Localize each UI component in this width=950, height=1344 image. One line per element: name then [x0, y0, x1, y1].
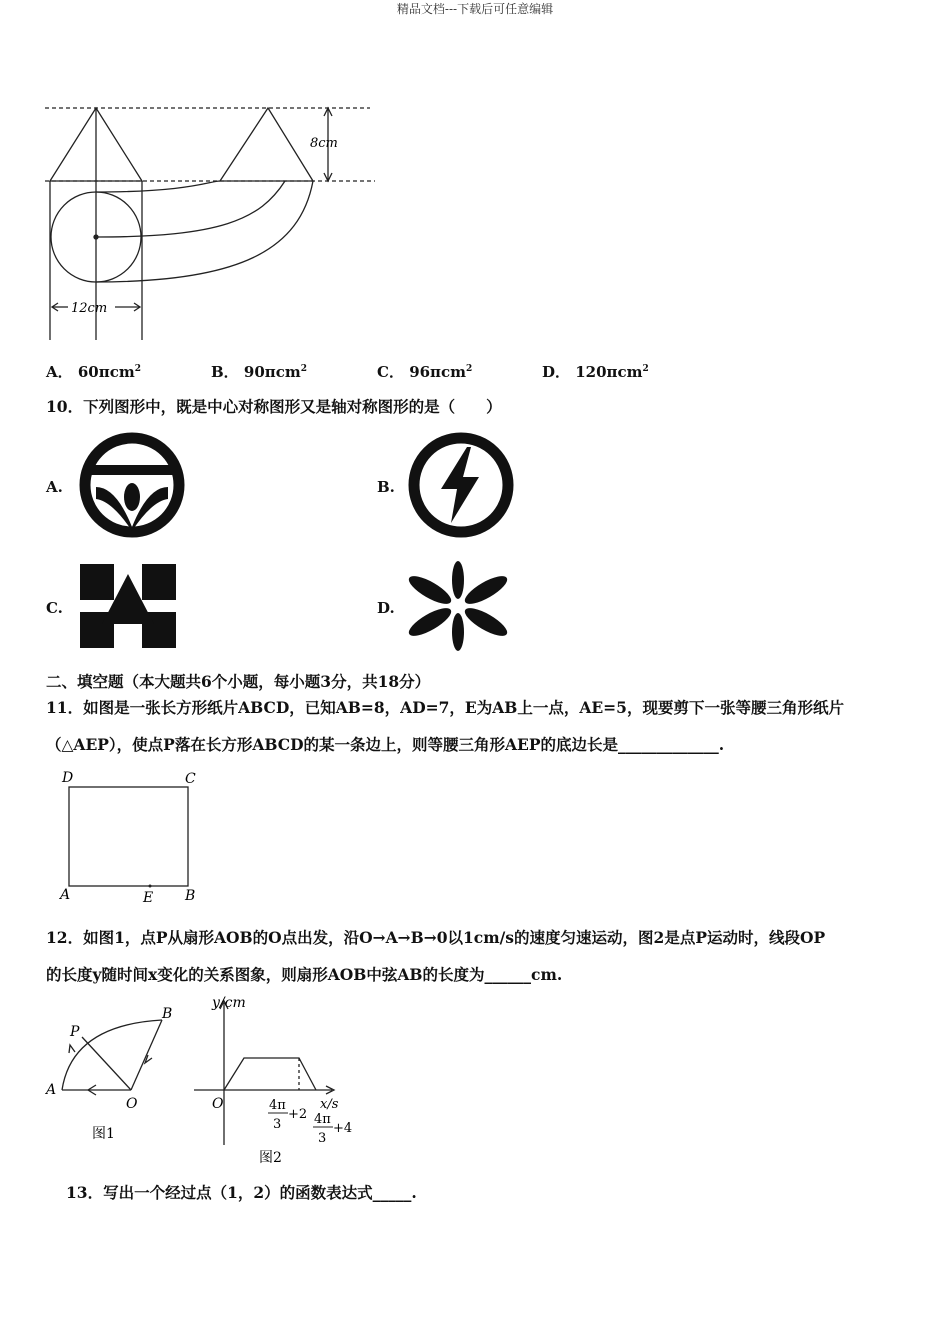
rectangle-abcd	[69, 787, 188, 886]
q12-line1: 12．如图1，点P从扇形AOB的O点出发，沿O→A→B→0以1cm/s的速度匀速运动，图2是点P运动时，线段OP	[46, 928, 826, 947]
option-letter: B．	[211, 363, 239, 381]
q10-label-a: A.	[46, 478, 63, 496]
tick1-numerator: 4π	[269, 1098, 286, 1113]
point-d-label: D	[62, 770, 74, 786]
segment-op	[82, 1037, 131, 1090]
option-letter: C．	[377, 363, 404, 381]
point-c-label: C	[185, 771, 196, 787]
page-header: 精品文档---下载后可任意编辑	[396, 2, 554, 16]
q10-symbol-c	[76, 560, 180, 652]
q10-symbol-a	[76, 425, 188, 543]
fig2-y-label: y/cm	[212, 995, 246, 1011]
fig2-x-label: x/s	[320, 1097, 339, 1112]
q10-label-d: D.	[377, 599, 395, 617]
point-b-label: B	[185, 888, 196, 904]
petal-upper-left	[405, 571, 455, 609]
option-value: 120πcm	[575, 363, 643, 381]
q13-text: 13．写出一个经过点（1，2）的函数表达式_____.	[66, 1183, 417, 1202]
tick1-addend: +2	[288, 1107, 308, 1122]
option-value: 96πcm	[409, 363, 467, 381]
point-a-label: A	[60, 887, 71, 903]
radius-ob	[131, 1020, 162, 1090]
q9-option-a	[46, 361, 141, 382]
petal-top	[452, 561, 464, 599]
tick2-addend: +4	[333, 1121, 353, 1136]
q9-figure	[40, 100, 385, 345]
q12-figures	[44, 995, 364, 1167]
option-exponent: 2	[134, 364, 141, 374]
section-heading: 二、填空题（本大题共6个小题，每小题3分，共18分）	[46, 672, 431, 691]
option-value: 90πcm	[243, 363, 301, 381]
fig2-graph	[194, 1001, 334, 1145]
q9-option-d	[542, 361, 649, 382]
fig1-label-p: P	[70, 1024, 80, 1040]
q10-stem: 10．下列图形中，既是中心对称图形又是轴对称图形的是（ ）	[46, 397, 502, 416]
option-value: 60πcm	[77, 363, 135, 381]
petal-bottom	[452, 613, 464, 651]
height-label: 8cm	[310, 136, 338, 151]
option-letter: A．	[46, 363, 73, 381]
fig1-label-a: A	[46, 1082, 57, 1098]
fig2-origin-label: O	[212, 1096, 224, 1112]
q10-symbol-d	[405, 560, 511, 652]
tick1-denominator: 3	[273, 1117, 282, 1132]
petal-lower-right	[461, 603, 511, 641]
fig1-label-b: B	[162, 1006, 173, 1022]
arrow-up	[69, 1045, 75, 1053]
q9-option-c	[377, 361, 472, 382]
q12-line2: 的长度y随时间x变化的关系图象，则扇形AOB中弦AB的长度为______cm.	[46, 965, 563, 984]
option-letter: D．	[542, 363, 571, 381]
tick2-denominator: 3	[318, 1131, 327, 1146]
block-top-right	[142, 564, 176, 600]
top-curve	[96, 181, 220, 192]
q10-label-b: B.	[377, 478, 395, 496]
middle-curve	[96, 181, 285, 237]
tick2-numerator: 4π	[314, 1112, 331, 1127]
q10-symbol-b	[405, 425, 517, 543]
fig1-label-o: O	[126, 1096, 138, 1112]
lightning-bolt-icon	[441, 447, 479, 523]
q9-option-b	[211, 361, 307, 382]
q11-line2: （△AEP），使点P落在长方形ABCD的某一条边上，则等腰三角形AEP的底边长是_____________.	[46, 735, 725, 754]
bar-shape	[91, 465, 173, 475]
point-e-dot	[149, 885, 152, 888]
point-e-label: E	[143, 890, 154, 906]
width-label: 12cm	[71, 301, 108, 316]
center-drop-shape	[124, 483, 140, 511]
q11-line1: 11．如图是一张长方形纸片ABCD，已知AB=8，AD=7，E为AB上一点，AE=5，现要剪下一张等腰三角形纸片	[46, 698, 844, 717]
fig2-caption: 图2	[259, 1150, 282, 1166]
petal-upper-right	[461, 571, 511, 609]
fig1-caption: 图1	[92, 1126, 115, 1142]
q10-label-c: C.	[46, 599, 63, 617]
option-exponent: 2	[466, 364, 473, 374]
block-top-left	[80, 564, 114, 600]
bottom-curve	[96, 181, 313, 282]
option-exponent: 2	[642, 364, 649, 374]
petal-lower-left	[405, 603, 455, 641]
option-exponent: 2	[300, 364, 308, 374]
y-vs-x-line	[224, 1058, 316, 1090]
right-triangle	[220, 108, 313, 181]
q11-figure	[55, 765, 205, 910]
